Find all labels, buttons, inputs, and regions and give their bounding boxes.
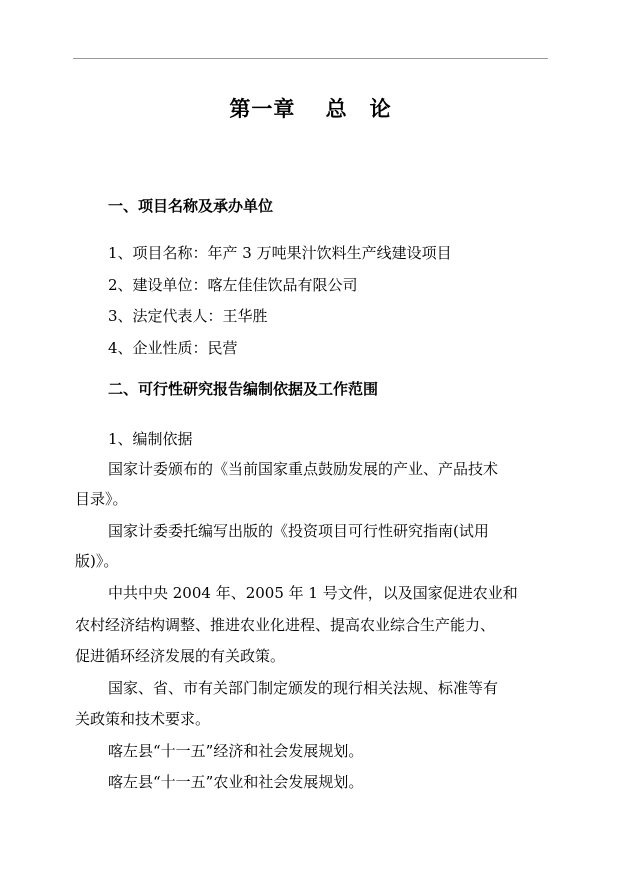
paragraph-line: 关政策和技术要求。	[75, 710, 211, 728]
item-construction-unit: 2、建设单位：喀左佳佳饮品有限公司	[108, 276, 358, 294]
paragraph-line: 国家计委委托编写出版的《投资项目可行性研究指南(试用	[108, 522, 489, 540]
section-heading-project-name: 一、项目名称及承办单位	[108, 197, 274, 215]
header-rule	[73, 58, 548, 59]
paragraph-line: 国家、省、市有关部门制定颁发的现行相关法规、标准等有	[108, 679, 499, 697]
paragraph-line: 喀左县“十一五”农业和社会发展规划。	[108, 773, 364, 791]
sub-heading-basis: 1、编制依据	[108, 430, 193, 448]
item-enterprise-nature: 4、企业性质：民营	[108, 339, 238, 357]
section-heading-basis-scope: 二、可行性研究报告编制依据及工作范围	[108, 380, 379, 398]
paragraph-line: 促进循环经济发展的有关政策。	[75, 647, 286, 665]
chapter-title: 第一章 总 论	[229, 96, 392, 121]
item-project-name: 1、项目名称：年产 3 万吨果汁饮料生产线建设项目	[108, 244, 452, 262]
paragraph-line: 目录》。	[75, 490, 128, 508]
paragraph-line: 国家计委颁布的《当前国家重点鼓励发展的产业、产品技术	[108, 460, 499, 478]
paragraph-line: 农村经济结构调整、推进农业化进程、提高农业综合生产能力、	[75, 616, 496, 634]
item-legal-representative: 3、法定代表人：王华胜	[108, 307, 268, 325]
paragraph-line: 中共中央 2004 年、2005 年 1 号文件，以及国家促进农业和	[108, 584, 518, 602]
paragraph-line: 版)》。	[75, 552, 119, 570]
paragraph-line: 喀左县“十一五”经济和社会发展规划。	[108, 742, 364, 760]
